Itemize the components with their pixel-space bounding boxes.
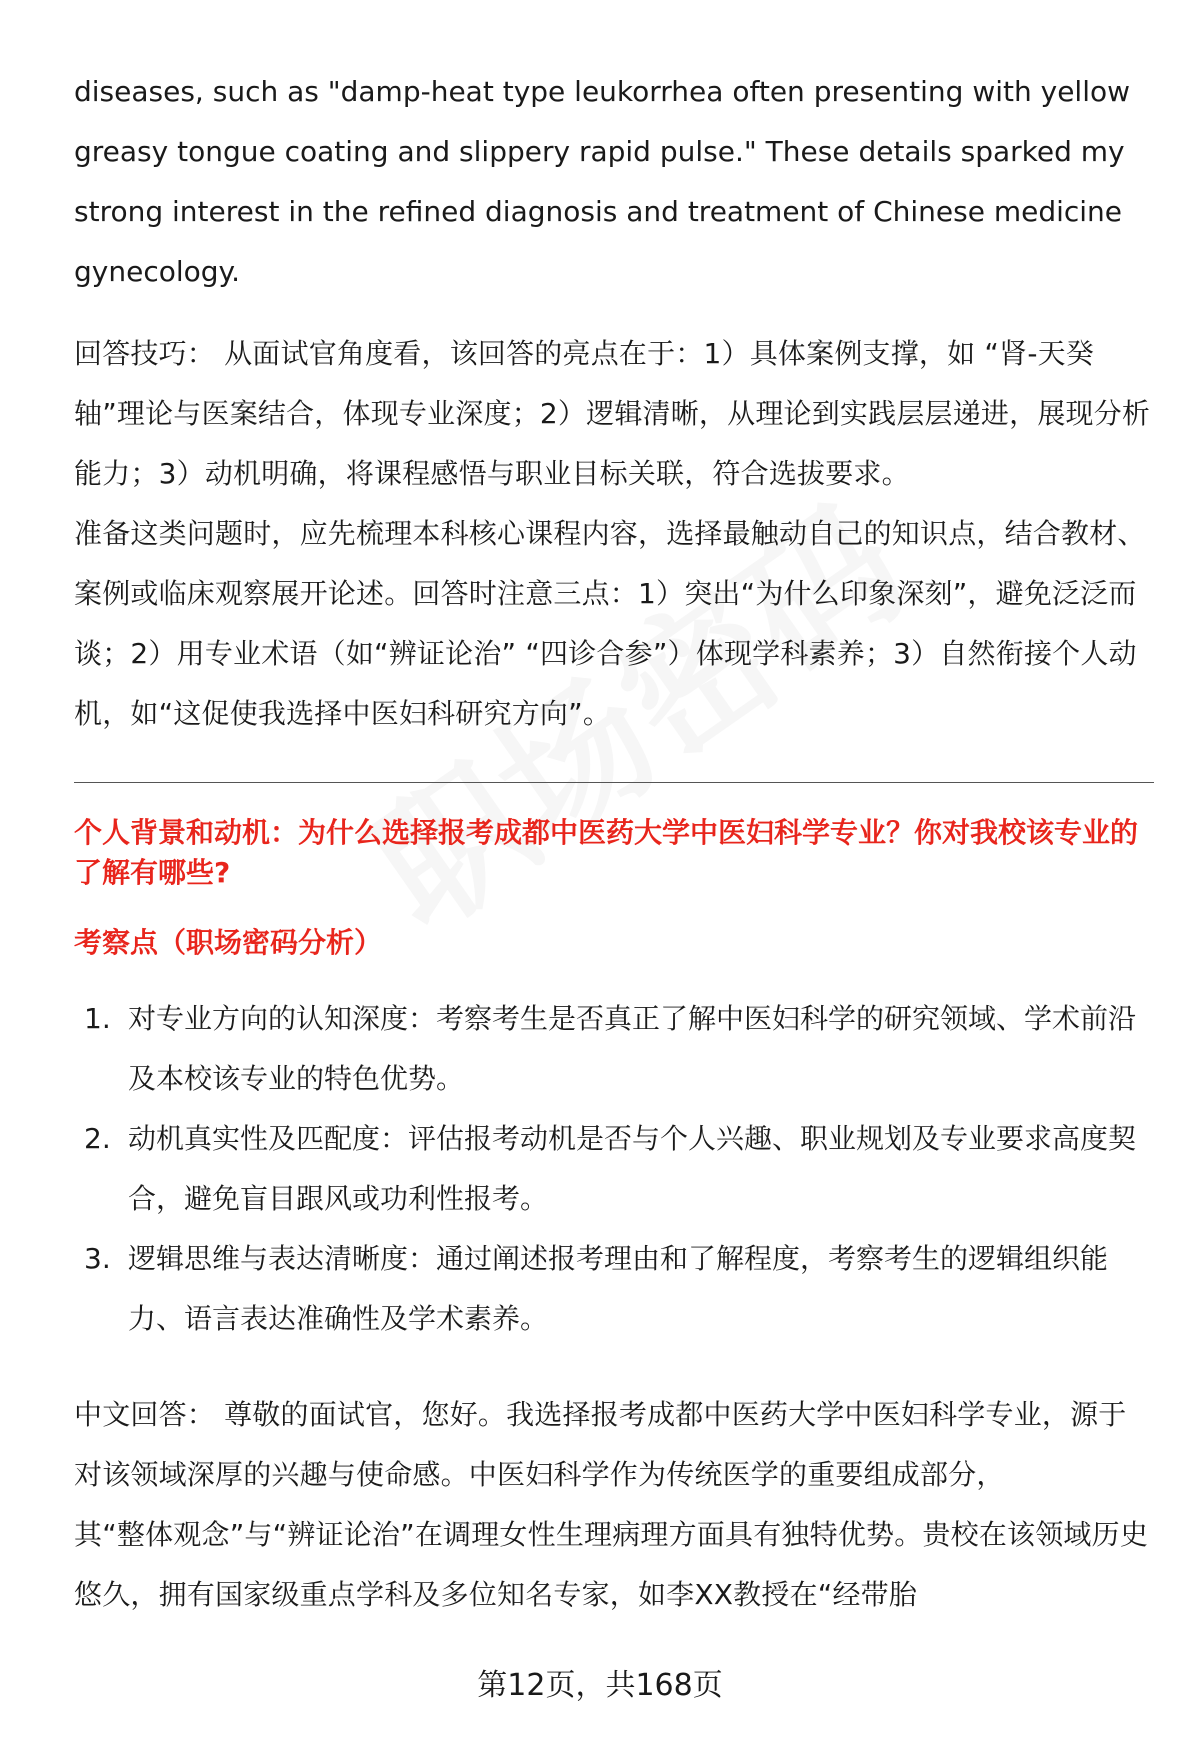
chinese-answer-paragraph-2: 其“整体观念”与“辨证论治”在调理女性生理病理方面具有独特优势。贵校在该领域历史悠久，拥有国家级重点学科及多位知名专家，如李XX教授在“经带胎 (74, 1518, 1149, 1611)
page-number-footer: 第12页，共168页 (477, 1668, 723, 1703)
document-page (74, 62, 1154, 1625)
chinese-answer-paragraph-1: 中文回答： 尊敬的面试官，您好。我选择报考成都中医药大学中医妇科学专业，源于对该领域深厚的兴趣与使命感。中医妇科学作为传统医学的重要组成部分， (74, 1398, 1127, 1491)
list-item-text: 动机真实性及匹配度：评估报考动机是否与个人兴趣、职业规划及专业要求高度契合，避免盲目跟风或功利性报考。 (128, 1122, 1137, 1215)
list-item-text: 逻辑思维与表达清晰度：通过阐述报考理由和了解程度，考察考生的逻辑组织能力、语言表达准确性及学术素养。 (128, 1242, 1109, 1335)
list-item (74, 1229, 1154, 1349)
preparation-paragraph: 准备这类问题时，应先梳理本科核心课程内容，选择最触动自己的知识点，结合教材、案例或临床观察展开论述。回答时注意三点：1）突出“为什么印象深刻”，避免泛泛而谈；2）用专业术语（如“辨证论治” “四诊合参”）体现学科素养；3）自然衔接个人动机，如“这促使我选择中医妇科研究方向”。 (74, 517, 1146, 730)
section-divider (74, 782, 1154, 783)
list-item-number: 1. (84, 1002, 111, 1035)
assessment-points-heading: 考察点（职场密码分析） (74, 926, 383, 959)
assessment-points-list (74, 989, 1154, 1349)
list-item (74, 989, 1154, 1109)
answer-tips-paragraph: 回答技巧： 从面试官角度看，该回答的亮点在于：1）具体案例支撑，如 “肾-天癸轴”理论与医案结合，体现专业深度；2）逻辑清晰，从理论到实践层层递进，展现分析能力；3）动机明确，将课程感悟与职业目标关联，符合选拔要求。 (74, 337, 1151, 490)
list-item (74, 1109, 1154, 1229)
intro-english-paragraph: diseases, such as "damp-heat type leukorrhea often presenting with yellow greasy tongue coating and slippery rapid pulse." These details sparked my strong interest in the refined diagnosis and treatment of Chinese medicine gynecology. (74, 75, 1131, 288)
list-item-text: 对专业方向的认知深度：考察考生是否真正了解中医妇科学的研究领域、学术前沿及本校该专业的特色优势。 (128, 1002, 1137, 1095)
question-heading: 个人背景和动机：为什么选择报考成都中医药大学中医妇科学专业？你对我校该专业的了解有哪些? (74, 816, 1139, 889)
list-item-number: 2. (84, 1122, 111, 1155)
list-item-number: 3. (84, 1242, 111, 1275)
